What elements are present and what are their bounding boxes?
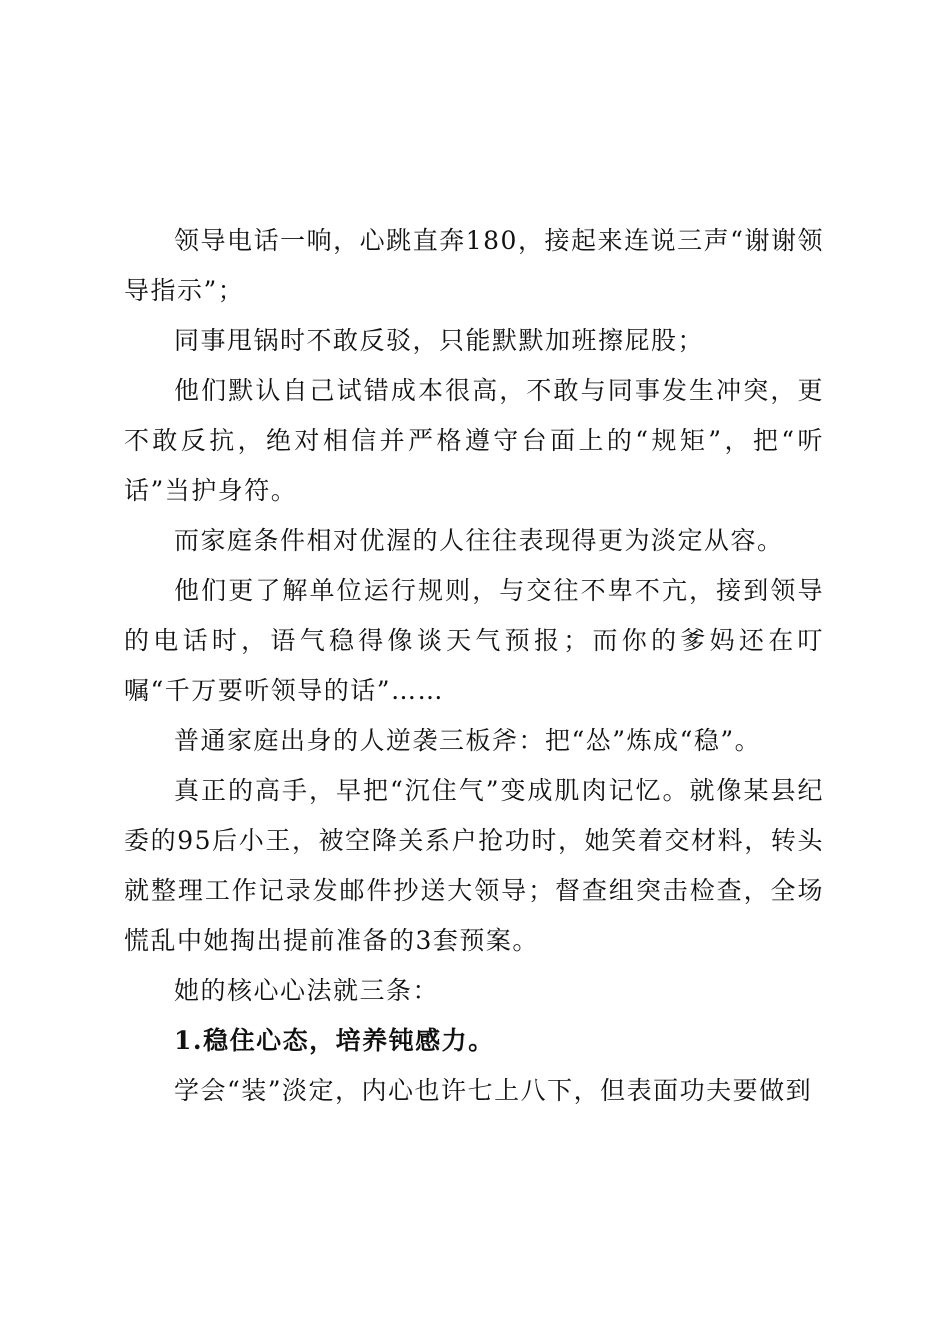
paragraph-act-calm: 学会“装”淡定，内心也许七上八下，但表面功夫要做到 [174, 1076, 813, 1105]
document-body [124, 216, 824, 1116]
paragraph-workplace-rules: 他们更了解单位运行规则，与交往不卑不亢，接到领导的电话时，语气稳得像谈天气预报；而你的爹妈还在叮嘱“千万要听领导的话”…… [124, 576, 824, 705]
paragraph-colleague-blame: 同事甩锅时不敢反驳，只能默默加班擦屁股； [174, 326, 705, 355]
paragraph-xiao-wang-story: 真正的高手，早把“沉住气”变成肌肉记忆。就像某县纪委的95后小王，被空降关系户抢功时，她笑着交材料，转头就整理工作记录发邮件抄送大领导；督查组突击检查，全场慌乱中她掏出提前准备的3套预案。 [124, 776, 824, 955]
paragraph-leader-call: 领导电话一响，心跳直奔180，接起来连说三声“谢谢领导指示”； [124, 226, 824, 305]
paragraph-core-methods-intro: 她的核心心法就三条： [174, 976, 440, 1005]
heading-stabilize-mindset: 1.稳住心态，培养钝感力。 [174, 1026, 495, 1055]
paragraph-well-off-families: 而家庭条件相对优渥的人往往表现得更为淡定从容。 [174, 526, 784, 555]
paragraph-three-axes: 普通家庭出身的人逆袭三板斧：把“怂”炼成“稳”。 [174, 726, 762, 755]
paragraph-trial-error-cost: 他们默认自己试错成本很高，不敢与同事发生冲突，更不敢反抗，绝对相信并严格遵守台面上的“规矩”，把“听话”当护身符。 [124, 376, 824, 505]
